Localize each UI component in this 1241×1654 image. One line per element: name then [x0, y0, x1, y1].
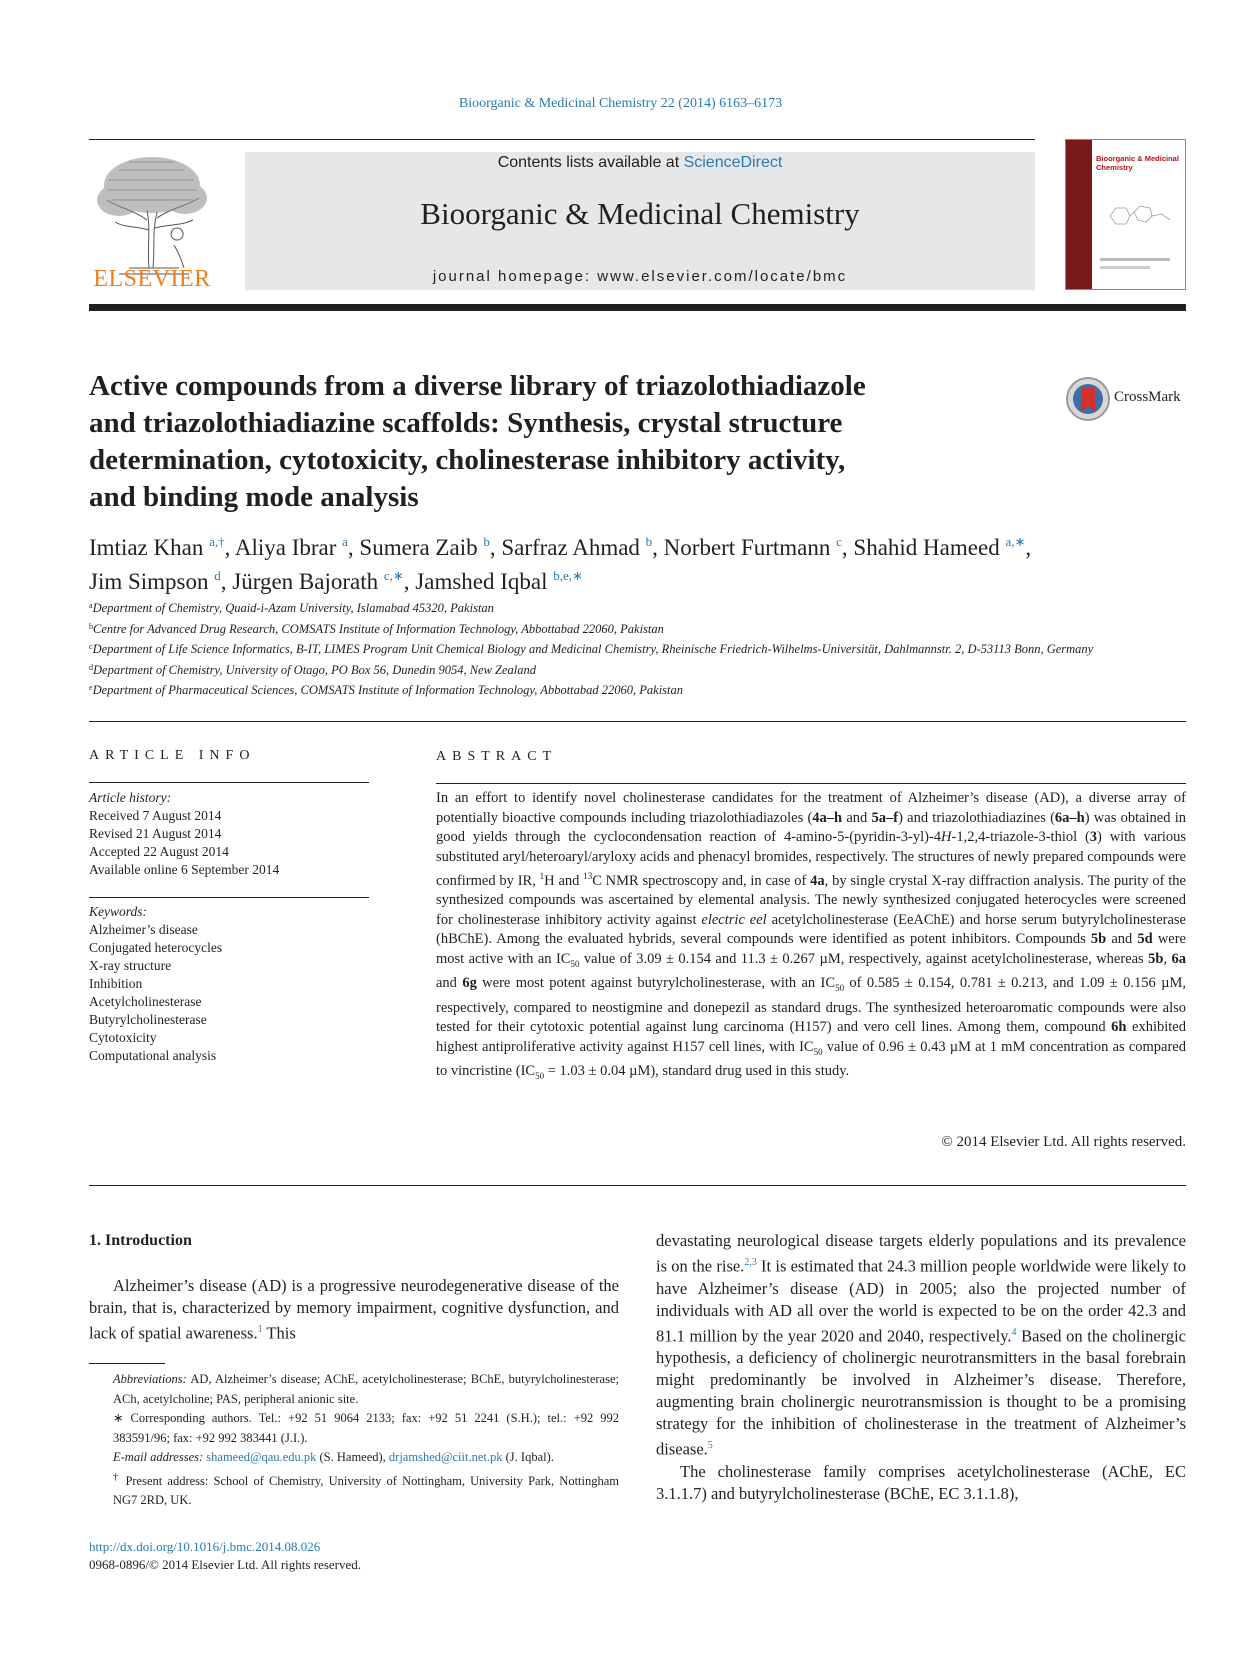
cover-molecule-art — [1100, 196, 1180, 236]
abstract-segment: , — [1163, 950, 1172, 967]
divider-rule — [89, 721, 1186, 722]
author-name: Shahid Hameed — [853, 535, 1006, 560]
body-paragraph — [656, 1230, 1186, 1461]
keyword-item: Acetylcholinesterase — [89, 994, 202, 1009]
abstract-segment: 6a — [1171, 950, 1186, 967]
journal-name: Bioorganic & Medicinal Chemistry — [420, 196, 860, 231]
footnote-rule — [89, 1363, 165, 1364]
abstract-segment: 50 — [535, 1070, 545, 1081]
author-name: Jamshed Iqbal — [415, 569, 554, 594]
abstract-segment: 4a–h — [812, 809, 843, 826]
author-affiliation-mark[interactable]: c — [836, 534, 842, 549]
keyword-item: Alzheimer’s disease — [89, 922, 198, 937]
abstract-segment: 50 — [813, 1046, 823, 1057]
footnote-abbreviations — [89, 1370, 619, 1409]
abstract-segment: 6g — [462, 975, 477, 992]
author-separator: , — [1025, 535, 1032, 560]
abstract-segment: 50 — [570, 958, 580, 969]
abstract-segment: and — [436, 975, 463, 992]
author-name: Norbert Furtmann — [663, 535, 837, 560]
abstract-segment: value of 0.96 ± 0.43 µM at 1 mM concentration as compared to vincristine (IC — [436, 1038, 1186, 1079]
abstract-segment: 6a–h — [1054, 809, 1085, 826]
affiliation-key: a — [89, 601, 93, 610]
keyword-item: Inhibition — [89, 976, 143, 991]
footnote-emails — [89, 1448, 619, 1468]
affiliation-list — [89, 597, 1186, 700]
title-line: and triazolothiadiazine scaffolds: Synthesis, crystal structure — [89, 407, 843, 439]
section-heading-introduction: 1. Introduction — [89, 1232, 192, 1249]
author-separator: , — [224, 535, 235, 560]
author-separator: , — [652, 535, 664, 560]
issn-line: 0968-0896/© 2014 Elsevier Ltd. All rights reserved. — [89, 1557, 361, 1572]
abstract-segment: = 1.03 ± 0.04 µM), standard drug used in this study. — [544, 1063, 850, 1079]
cover-footer-line-2 — [1100, 266, 1150, 269]
author-affiliation-mark[interactable]: b — [483, 534, 490, 549]
abstract-segment: , by single crystal X-ray diffraction analysis. The purity of the synthesized compounds was ascertained by elemental analysis. The newly synthesized conjugated heterocycles were screened for cholinesterase inhibitory activity against — [436, 872, 1186, 928]
affiliation-key: d — [89, 662, 93, 672]
journal-homepage[interactable]: journal homepage: www.elsevier.com/locate/bmc — [432, 268, 848, 285]
abstract-copyright: © 2014 Elsevier Ltd. All rights reserved. — [941, 1134, 1186, 1150]
body-paragraph: The cholinesterase family comprises acetylcholinesterase (AChE, EC 3.1.1.7) and butyrylcholinesterase (BChE, EC 3.1.1.8), — [656, 1461, 1186, 1503]
body-right-column — [656, 1230, 1186, 1505]
affiliation-item — [89, 638, 1186, 659]
author-affiliation-mark[interactable]: a — [342, 534, 348, 549]
abbrev-label: Abbreviations: — [113, 1372, 187, 1386]
author-affiliation-mark[interactable]: c,∗ — [383, 568, 404, 583]
author-name: Aliya Ibrar — [234, 535, 343, 560]
cover-footer-line — [1100, 258, 1170, 261]
abstract-segment: electric eel — [701, 911, 767, 928]
affiliation-text: Centre for Advanced Drug Research, COMSATS Institute of Information Technology, Abbottabad 22060, Pakistan — [93, 621, 664, 636]
info-rule — [89, 897, 369, 898]
email-who: (S. Hameed), — [316, 1450, 389, 1464]
author-affiliation-mark[interactable]: a,∗ — [1005, 534, 1026, 549]
crossmark-label[interactable]: CrossMark — [1114, 389, 1181, 405]
history-label: Article history: — [89, 790, 172, 805]
author-separator: , — [347, 535, 360, 560]
email-who: (J. Iqbal). — [502, 1450, 554, 1464]
contents-available-line — [245, 154, 1035, 172]
footnote-present-address — [89, 1468, 619, 1511]
abstract-segment: H — [941, 829, 952, 845]
journal-citation-link[interactable]: Bioorganic & Medicinal Chemistry 22 (2014) 6163–6173 — [458, 96, 783, 111]
abstract-heading: ABSTRACT — [436, 749, 558, 764]
abstract-segment: C NMR spectroscopy and, in case of — [592, 872, 811, 889]
article-history — [89, 789, 279, 879]
history-item: Revised 21 August 2014 — [89, 826, 222, 841]
article-info-heading: ARTICLE INFO — [89, 748, 256, 763]
keywords — [89, 903, 222, 1065]
abstract-segment: exhibited highest antiproliferative activity against H157 cell lines, with IC — [436, 1019, 1186, 1055]
footnotes — [89, 1370, 619, 1511]
abstract-segment: and — [842, 809, 872, 826]
abstract-segment: 5b — [1090, 931, 1107, 948]
intro-tail: This — [262, 1323, 296, 1343]
abstract-segment: 4a — [810, 872, 825, 889]
email-link-iqbal[interactable]: drjamshed@ciit.net.pk — [388, 1450, 503, 1464]
abstract-segment: 50 — [835, 983, 845, 994]
citation-link[interactable]: 5 — [707, 1440, 713, 1451]
keyword-item: X-ray structure — [89, 958, 172, 973]
abstract-segment: 5a–f — [871, 809, 899, 826]
header-top-rule — [89, 139, 1035, 140]
abstract-segment: and — [1106, 931, 1138, 948]
email-link-hameed[interactable]: shameed@qau.edu.pk — [206, 1450, 317, 1464]
title-line: Active compounds from a diverse library of triazolothiadiazole — [89, 370, 866, 402]
intro-paragraph — [89, 1275, 619, 1345]
author-name: Sarfraz Ahmad — [501, 535, 646, 560]
affiliation-item — [89, 597, 1186, 618]
author-separator: , — [841, 535, 854, 560]
affiliation-text: Department of Chemistry, Quaid-i-Azam University, Islamabad 45320, Pakistan — [92, 601, 494, 615]
email-label: E-mail addresses: — [113, 1450, 204, 1464]
abstract-rule — [436, 783, 1186, 784]
keyword-item: Cytotoxicity — [89, 1030, 157, 1045]
abstract-segment: 3 — [1089, 829, 1098, 845]
author-affiliation-mark[interactable]: d — [214, 568, 221, 583]
author-affiliation-mark[interactable]: a,† — [209, 534, 225, 549]
abstract-segment: were most active with an IC — [436, 931, 1186, 967]
abstract-segment: of 0.585 ± 0.154, 0.781 ± 0.213, and 1.09 ± 0.156 µM, respectively, compared to neostigmine and donepezil as standard drugs. The synthesized heteroaromatic compounds were also tested for their cytotoxic potential against lung carcinoma (H157) and vero cell lines. Among them, compound — [436, 975, 1187, 1036]
journal-cover-thumbnail — [1065, 139, 1186, 290]
author-separator: , — [403, 569, 416, 594]
affiliation-text: Department of Pharmaceutical Sciences, COMSATS Institute of Information Technology, Abbottabad 22060, Pakistan — [92, 683, 684, 697]
author-name: Jim Simpson — [89, 569, 215, 594]
author-separator: , — [220, 569, 233, 594]
body-text: It is estimated that 24.3 million people worldwide were likely to have Alzheimer’s disease (AD) in 2005; also the projected number of individuals with AD all over the world is expected to be on the order 42.3 and 81.1 million by the year 2020 and 2040, respectively. — [656, 1256, 1186, 1345]
abbrev-text: AD, Alzheimer’s disease; AChE, acetylcholinesterase; BChE, butyrylcholinesterase; ACh, acetylcholine; PAS, peripheral anionic site. — [113, 1372, 619, 1406]
history-item: Accepted 22 August 2014 — [89, 844, 229, 859]
affiliation-key: c — [89, 642, 93, 651]
abstract-segment: acetylcholinesterase (EeAChE) and horse serum butyrylcholinesterase (hBChE). Among the evaluated hybrids, several compounds were identified as potent inhibitors. Compounds — [436, 911, 1186, 948]
body-text: devastating neurological disease targets elderly populations and its prevalence is on the rise. — [656, 1231, 1186, 1276]
footnote-corresponding: ∗ Corresponding authors. Tel.: +92 51 9064 2133; fax: +92 51 2241 (S.H.); tel.: +92 992 383591/96; fax: +92 992 383441 (J.I.). — [113, 1411, 619, 1445]
citation-link[interactable]: 1 — [257, 1324, 263, 1335]
affiliation-text: Department of Chemistry, University of Otago, PO Box 56, Dunedin 9054, New Zealand — [93, 662, 537, 677]
divider-rule — [89, 1185, 1186, 1186]
cover-spine-band — [1066, 140, 1092, 289]
title-line: determination, cytotoxicity, cholinesterase inhibitory activity, — [89, 444, 846, 476]
author-list — [89, 528, 1189, 596]
author-name: Imtiaz Khan — [89, 535, 210, 560]
doi-link[interactable]: http://dx.doi.org/10.1016/j.bmc.2014.08.026 — [89, 1539, 321, 1554]
abstract-text — [436, 789, 1186, 1086]
article-title — [89, 368, 1009, 516]
contents-prefix: Contents lists available at — [497, 154, 684, 171]
abstract-segment: ) with various substituted aryl/heteroaryl/aryloxy acids and phenacyl bromides, respectively. The structures of newly prepared compounds were confirmed by IR, — [436, 829, 1187, 889]
body-text: Based on the cholinergic hypothesis, a deficiency of cholinergic neurotransmitters in the basal forebrain might predominantly be involved in Alzheimer’s disease. Therefore, augmenting brain cholinergic neurotransmission is thought to be a promising strategy for the inhibition of cholinesterase in the treatment of Alzheimer’s disease. — [656, 1326, 1186, 1459]
abstract-segment: ) was obtained in good yields through the cyclocondensation reaction of 4-amino-5-(pyridin-3-yl)-4 — [436, 809, 1186, 845]
keyword-item: Computational analysis — [89, 1048, 217, 1063]
affiliation-key: b — [89, 621, 93, 631]
abstract-segment: 5b — [1148, 950, 1164, 967]
info-rule — [89, 782, 369, 783]
abstract-segment: -1,2,4-triazole-3-thiol ( — [951, 829, 1090, 845]
author-name: Jürgen Bajorath — [232, 569, 384, 594]
abstract-segment: 6h — [1111, 1019, 1127, 1036]
cover-title: Bioorganic & Medicinal Chemistry — [1096, 154, 1179, 172]
history-item: Received 7 August 2014 — [89, 808, 222, 823]
affiliation-key: e — [89, 683, 93, 692]
affiliation-item — [89, 618, 1186, 639]
title-line: and binding mode analysis — [89, 481, 419, 513]
author-affiliation-mark[interactable]: b — [645, 534, 653, 549]
abstract-segment: value of 3.09 ± 0.154 and 11.3 ± 0.267 µM, respectively, against acetylcholinesterase, whereas — [579, 950, 1149, 967]
author-separator: , — [489, 535, 502, 560]
affiliation-item — [89, 659, 1186, 680]
intro-text: Alzheimer’s disease (AD) is a progressive neurodegenerative disease of the brain, that is, characterized by memory impairment, cognitive dysfunction, and lack of spatial awareness. — [89, 1276, 619, 1343]
abstract-segment: were most potent against butyrylcholinesterase, with an IC — [476, 975, 836, 992]
dagger-mark: † — [113, 1471, 121, 1483]
abstract-segment: 13 — [583, 871, 593, 881]
abstract-segment: 5d — [1137, 931, 1153, 948]
history-item: Available online 6 September 2014 — [89, 862, 280, 877]
citation-link[interactable]: 4 — [1011, 1326, 1017, 1338]
author-name: Sumera Zaib — [359, 535, 484, 560]
journal-banner — [245, 152, 1035, 290]
abstract-segment: H and — [544, 872, 584, 889]
citation-link[interactable]: 2,3 — [744, 1257, 757, 1268]
elsevier-wordmark: ELSEVIER — [93, 266, 211, 292]
affiliation-text: Department of Life Science Informatics, B-IT, LIMES Program Unit Chemical Biology and Medicinal Chemistry, Rheinische Friedrich-Wilhelms-Universität, Dahlmannstr. 2, D-53113 Bonn, Germany — [92, 642, 1094, 656]
keyword-item: Butyrylcholinesterase — [89, 1012, 207, 1027]
keyword-item: Conjugated heterocycles — [89, 940, 223, 955]
doi-block — [89, 1538, 361, 1574]
abstract-segment: 1 — [539, 871, 545, 881]
sciencedirect-link[interactable]: ScienceDirect — [683, 154, 783, 171]
present-text: Present address: School of Chemistry, University of Nottingham, University Park, Nottingham NG7 2RD, UK. — [113, 1473, 620, 1508]
abstract-segment: In an effort to identify novel cholinesterase candidates for the treatment of Alzheimer’s disease (AD), a diverse array of potentially bioactive compounds including triazolothiadiazoles ( — [436, 790, 1186, 826]
crossmark-icon[interactable] — [1065, 376, 1111, 422]
author-affiliation-mark[interactable]: b,e,∗ — [553, 568, 583, 583]
keywords-label: Keywords: — [89, 904, 147, 919]
header-thick-rule — [89, 304, 1186, 311]
abstract-segment: ) and triazolothiadiazines ( — [898, 809, 1055, 826]
affiliation-item — [89, 679, 1186, 700]
